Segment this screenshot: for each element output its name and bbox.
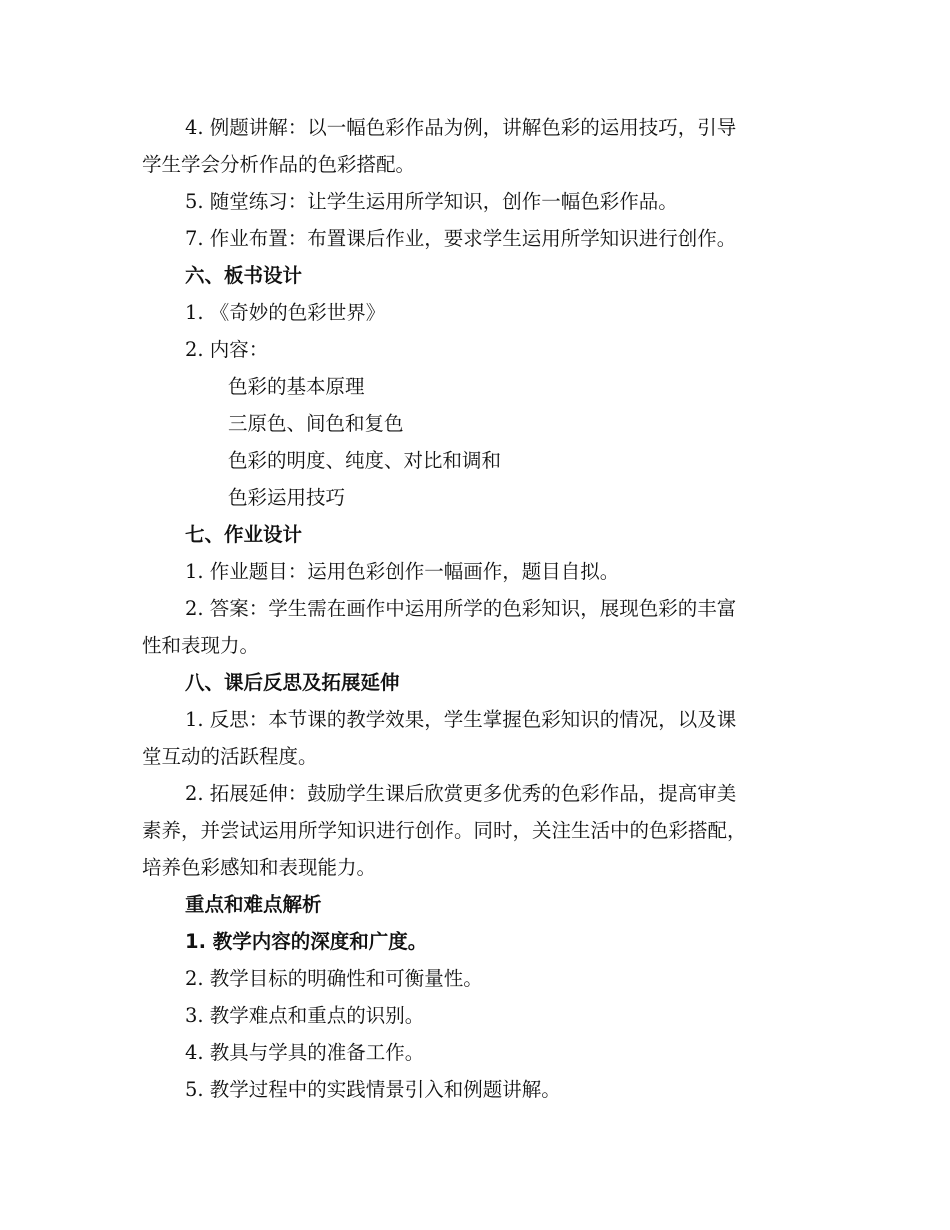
paragraph-example-explanation-cont: 学生学会分析作品的色彩搭配。: [142, 153, 416, 176]
paragraph-class-practice: 5. 随堂练习：让学生运用所学知识，创作一幅色彩作品。: [185, 190, 678, 213]
content-item-basic-principles: 色彩的基本原理: [228, 375, 365, 398]
content-item-brightness-purity: 色彩的明度、纯度、对比和调和: [228, 449, 502, 472]
content-item-color-techniques: 色彩运用技巧: [228, 486, 346, 509]
paragraph-reflection-cont: 堂互动的活跃程度。: [142, 745, 318, 768]
key-point-1: 1. 教学内容的深度和广度。: [185, 930, 428, 953]
content-item-primary-colors: 三原色、间色和复色: [228, 412, 404, 435]
paragraph-homework-topic: 1. 作业题目：运用色彩创作一幅画作，题目自拟。: [185, 560, 620, 583]
section-heading-blackboard-design: 六、板书设计: [185, 264, 303, 287]
key-point-2: 2. 教学目标的明确性和可衡量性。: [185, 967, 483, 990]
key-point-5: 5. 教学过程中的实践情景引入和例题讲解。: [185, 1078, 561, 1101]
list-item-title: 1. 《奇妙的色彩世界》: [185, 301, 386, 324]
list-item-content: 2. 内容：: [185, 338, 269, 361]
section-heading-key-points: 重点和难点解析: [185, 893, 322, 916]
paragraph-example-explanation: 4. 例题讲解：以一幅色彩作品为例，讲解色彩的运用技巧，引导: [185, 116, 737, 139]
paragraph-reflection: 1. 反思：本节课的教学效果，学生掌握色彩知识的情况，以及课: [185, 708, 737, 731]
key-point-4: 4. 教具与学具的准备工作。: [185, 1041, 425, 1064]
section-heading-reflection-extension: 八、课后反思及拓展延伸: [185, 671, 400, 694]
paragraph-extension: 2. 拓展延伸：鼓励学生课后欣赏更多优秀的色彩作品，提高审美: [185, 782, 737, 805]
paragraph-homework-assignment: 7. 作业布置：布置课后作业，要求学生运用所学知识进行创作。: [185, 227, 737, 250]
paragraph-answer: 2. 答案：学生需在画作中运用所学的色彩知识，展现色彩的丰富: [185, 597, 737, 620]
key-point-3: 3. 教学难点和重点的识别。: [185, 1004, 425, 1027]
paragraph-answer-cont: 性和表现力。: [142, 634, 260, 657]
paragraph-extension-cont-2: 培养色彩感知和表现能力。: [142, 856, 377, 879]
paragraph-extension-cont-1: 素养，并尝试运用所学知识进行创作。同时，关注生活中的色彩搭配，: [142, 819, 747, 842]
section-heading-homework-design: 七、作业设计: [185, 523, 303, 546]
